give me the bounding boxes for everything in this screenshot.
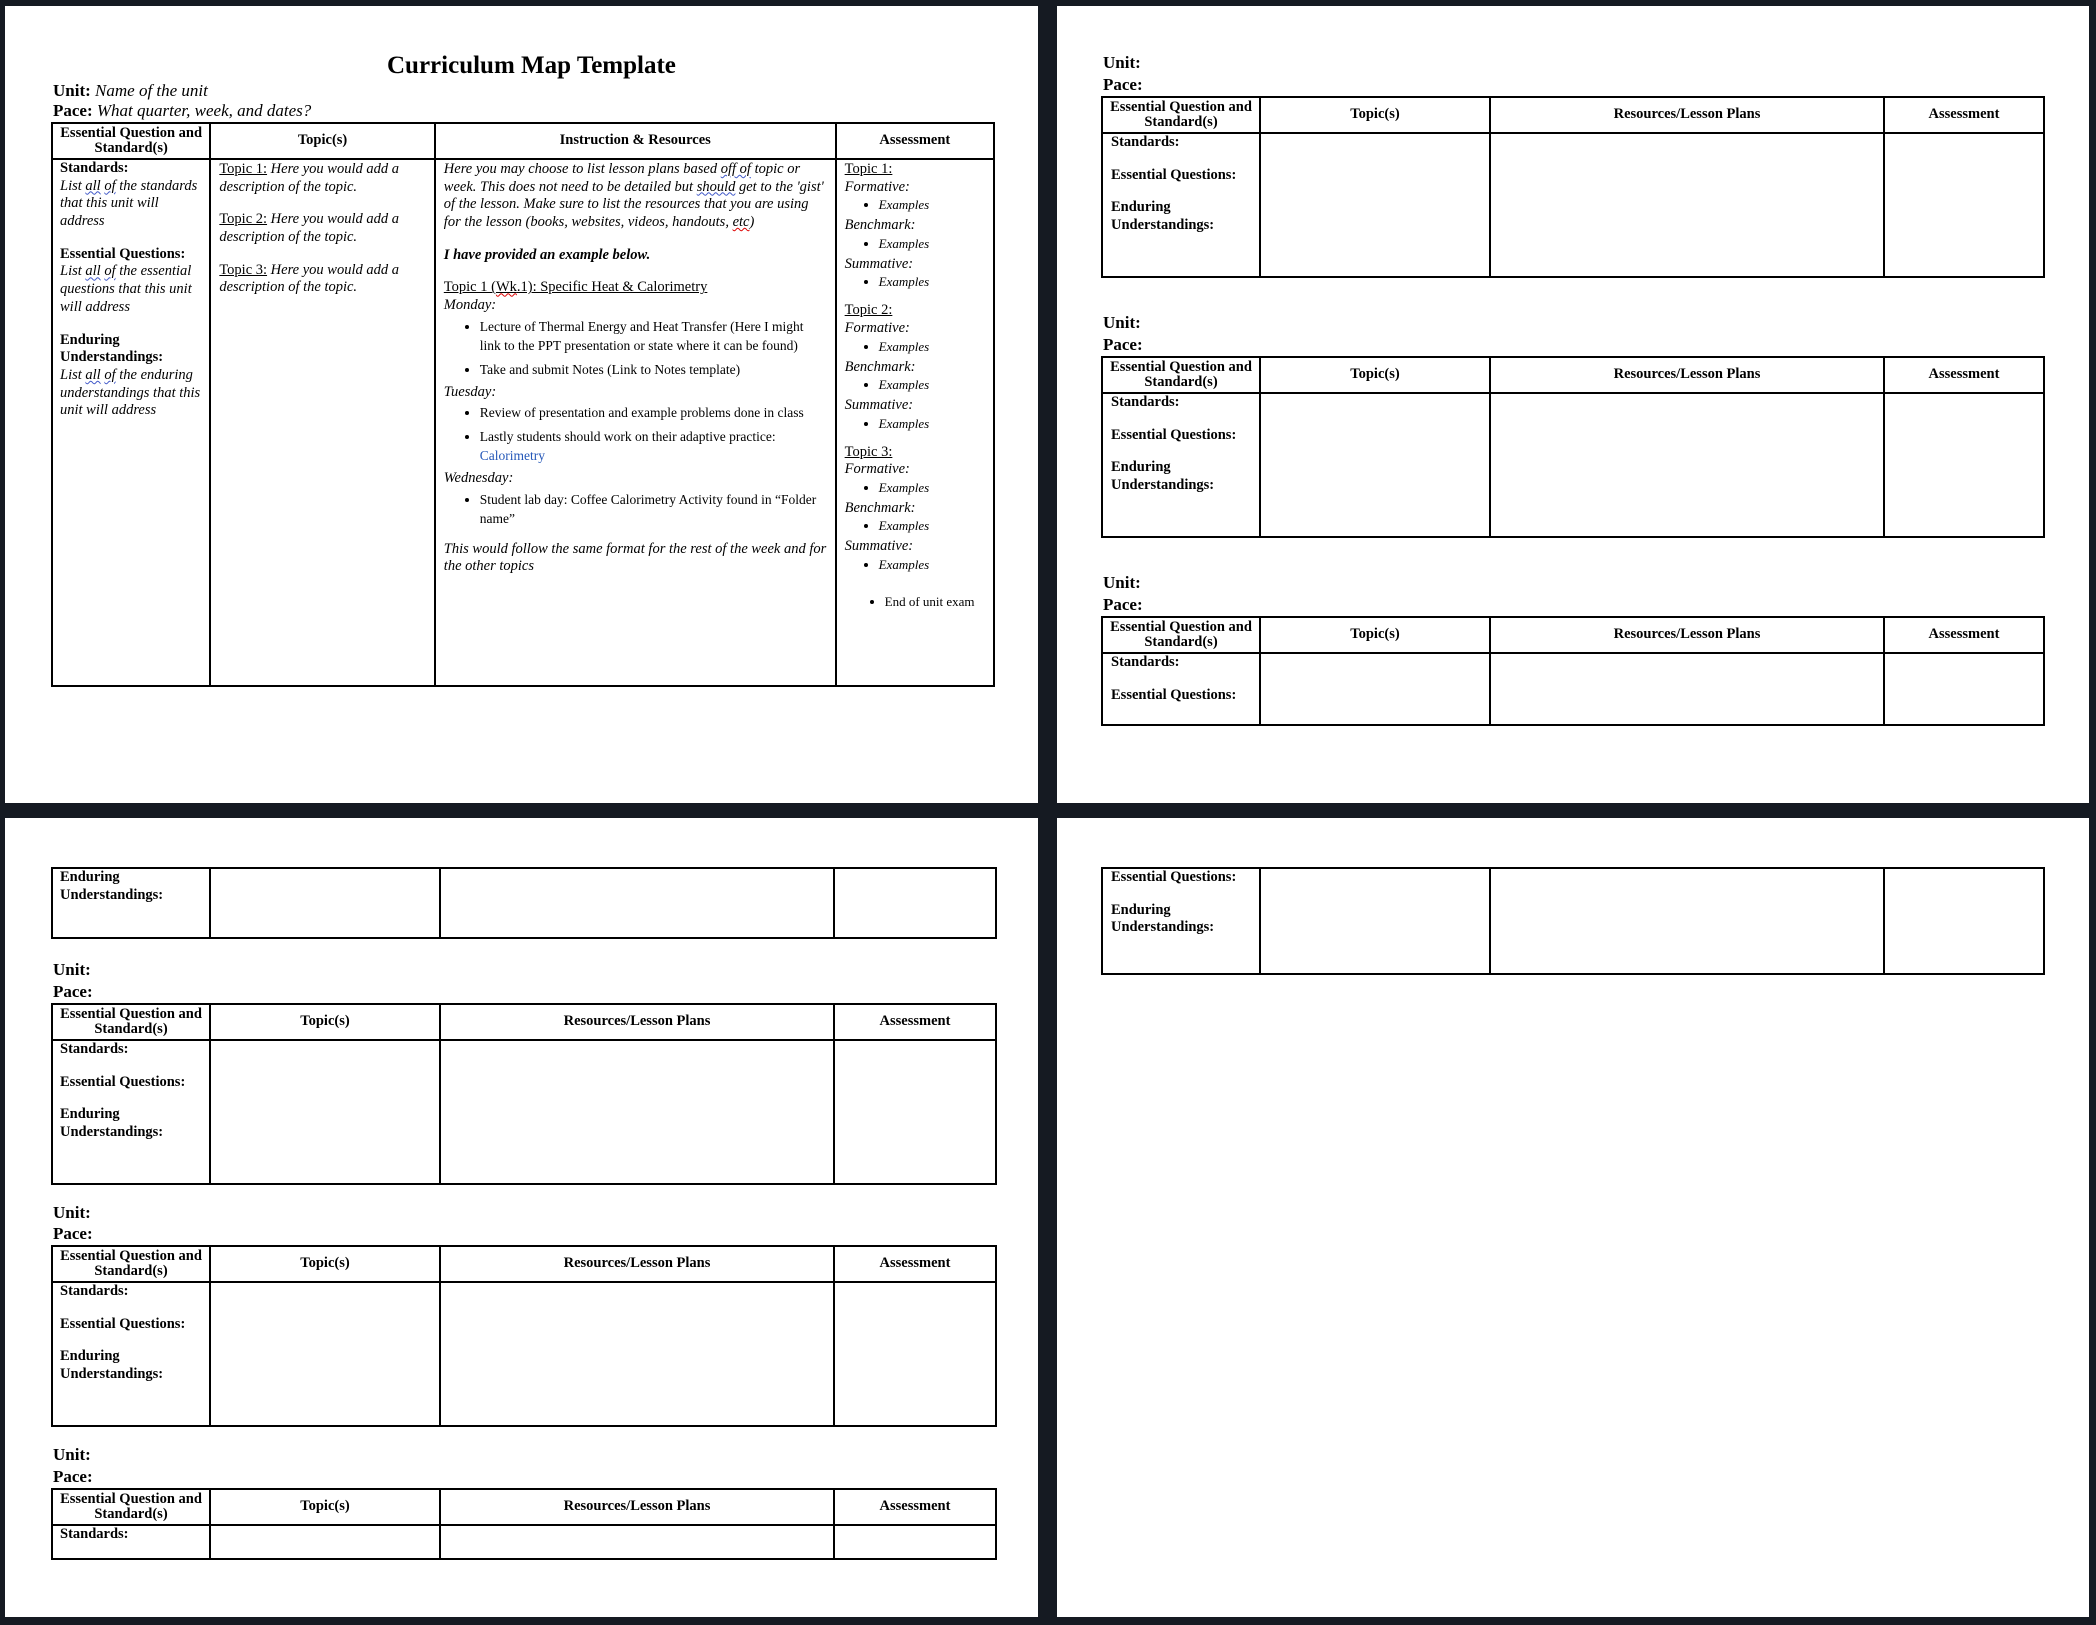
cell-topics bbox=[210, 159, 434, 686]
table-body-row: Standards: Essential Questions: Enduring Understandings: bbox=[1102, 393, 2044, 537]
wednesday-label: Wednesday: bbox=[443, 469, 514, 486]
document-page-1 bbox=[5, 6, 1038, 803]
calorimetry-link[interactable]: Calorimetry bbox=[479, 448, 546, 464]
example-note: I have provided an example below. bbox=[443, 246, 651, 263]
document-page-4 bbox=[1057, 818, 2089, 1617]
assessment-topic-3: Topic 3: Formative: • Examples Benchmark: • Examples Summative: • Examples bbox=[845, 444, 985, 575]
essential-questions-description: List all of the essential questions that this unit will address bbox=[60, 263, 192, 315]
pace-field: Pace: bbox=[1103, 335, 1143, 354]
unit-field: Unit: bbox=[1103, 573, 1141, 592]
pace-label: Pace: bbox=[53, 101, 93, 120]
list-item: • Review of presentation and example problems done in class bbox=[480, 403, 827, 423]
cell-instruction bbox=[435, 159, 836, 686]
standards-label: Standards: bbox=[60, 160, 129, 176]
header-assessment: Assessment bbox=[836, 123, 994, 159]
pace-field bbox=[53, 102, 311, 121]
cell-assessment bbox=[836, 159, 994, 686]
final-exam: • End of unit exam bbox=[845, 592, 985, 613]
tuesday-list bbox=[444, 403, 827, 466]
standards-description: List all of the standards that this unit will address bbox=[60, 177, 198, 230]
list-item: • Lecture of Thermal Energy and Heat Transfer (Here I might link to the PPT presentation or state where it can be found) bbox=[480, 317, 827, 356]
header-topics: Topic(s) bbox=[210, 123, 434, 159]
monday-label: Monday: bbox=[443, 297, 497, 314]
curriculum-table-main bbox=[51, 122, 995, 687]
assessment-topic-2: Topic 2: Formative: • Examples Benchmark: • Examples Summative: • Examples bbox=[845, 302, 985, 433]
table-body-row: Standards: Essential Questions: Enduring Understandings: bbox=[1102, 133, 2044, 277]
curriculum-table-continued bbox=[1101, 867, 2045, 975]
instruction-intro: Here you may choose to list lesson plans based off of topic or week. This does not need to be detailed but should get to the 'gist' of the lesson. Make sure to list the resources that you are using for the lesson (books, websites, videos, handouts, etc) bbox=[443, 161, 824, 231]
enduring-label-2: Understandings: bbox=[60, 349, 164, 366]
unit-field: Unit: bbox=[53, 1203, 91, 1222]
table-header-row: Essential Question and Standard(s) Topic(s) Resources/Lesson Plans Assessment bbox=[52, 1489, 996, 1525]
pace-field: Pace: bbox=[53, 1224, 93, 1243]
wednesday-list bbox=[444, 490, 827, 529]
essential-questions-label: Essential Questions: bbox=[60, 245, 186, 262]
table-body-row: Standards: bbox=[52, 1525, 996, 1559]
closing-note: This would follow the same format for the rest of the week and for the other topics bbox=[443, 540, 827, 575]
table-header-row: Essential Question and Standard(s) Topic(s) Resources/Lesson Plans Assessment bbox=[52, 1004, 996, 1040]
header-instruction: Instruction & Resources bbox=[435, 123, 836, 159]
table-body-row: Enduring Understandings: bbox=[52, 868, 996, 938]
tuesday-label: Tuesday: bbox=[443, 383, 497, 400]
unit-value: Name of the unit bbox=[95, 81, 208, 100]
unit-field: Unit: bbox=[1103, 313, 1141, 332]
curriculum-table-continued bbox=[51, 867, 997, 939]
header-essential-question: Essential Question and Standard(s) bbox=[52, 123, 210, 159]
curriculum-table bbox=[1101, 96, 2045, 278]
curriculum-table bbox=[51, 1488, 997, 1560]
list-item: • Student lab day: Coffee Calorimetry Activity found in “Folder name” bbox=[480, 490, 827, 529]
list-item: • Lastly students should work on their adaptive practice: Calorimetry bbox=[480, 427, 827, 466]
table-body-row: Standards: Essential Questions: Enduring Understandings: bbox=[52, 1282, 996, 1426]
table-header-row: Essential Question and Standard(s) Topic(s) Resources/Lesson Plans Assessment bbox=[1102, 617, 2044, 653]
document-title: Curriculum Map Template bbox=[387, 52, 676, 79]
topic-2: Topic 2: Here you would add a description of the topic. bbox=[219, 211, 400, 246]
pace-field: Pace: bbox=[1103, 75, 1143, 94]
enduring-label-1: Enduring bbox=[60, 331, 120, 348]
curriculum-table bbox=[1101, 356, 2045, 538]
table-body-row: Essential Questions: Enduring Understandings: bbox=[1102, 868, 2044, 974]
assessment-topic-1: Topic 1: Formative: • Examples Benchmark: • Examples Summative: • Examples bbox=[845, 161, 985, 292]
pace-field: Pace: bbox=[53, 982, 93, 1001]
example-topic-heading: Topic 1 (Wk.1): Specific Heat & Calorimetry bbox=[443, 279, 708, 296]
document-page-2 bbox=[1057, 6, 2089, 803]
table-body-row: Standards: Essential Questions: bbox=[1102, 653, 2044, 725]
document-page-3 bbox=[5, 818, 1038, 1617]
unit-field: Unit: bbox=[53, 960, 91, 979]
curriculum-table bbox=[1101, 616, 2045, 726]
cell-standards bbox=[52, 159, 210, 686]
unit-label: Unit: bbox=[53, 81, 91, 100]
curriculum-table bbox=[51, 1003, 997, 1185]
monday-list bbox=[444, 317, 827, 380]
table-header-row: Essential Question and Standard(s) Topic(s) Resources/Lesson Plans Assessment bbox=[1102, 97, 2044, 133]
table-header-row bbox=[52, 123, 994, 159]
pace-field: Pace: bbox=[53, 1467, 93, 1486]
unit-field bbox=[53, 82, 208, 101]
pace-field: Pace: bbox=[1103, 595, 1143, 614]
table-header-row: Essential Question and Standard(s) Topic(s) Resources/Lesson Plans Assessment bbox=[52, 1246, 996, 1282]
unit-field: Unit: bbox=[1103, 53, 1141, 72]
topic-3: Topic 3: Here you would add a description of the topic. bbox=[219, 261, 400, 296]
unit-field: Unit: bbox=[53, 1445, 91, 1464]
topic-1: Topic 1: Here you would add a description of the topic. bbox=[219, 161, 400, 195]
list-item: • Take and submit Notes (Link to Notes template) bbox=[480, 360, 827, 380]
pace-value: What quarter, week, and dates? bbox=[96, 101, 312, 120]
table-body-row bbox=[52, 159, 994, 686]
curriculum-table bbox=[51, 1245, 997, 1427]
table-body-row: Standards: Essential Questions: Enduring Understandings: bbox=[52, 1040, 996, 1184]
enduring-description: List all of the enduring understandings that this unit will address bbox=[60, 366, 201, 419]
table-header-row: Essential Question and Standard(s) Topic(s) Resources/Lesson Plans Assessment bbox=[1102, 357, 2044, 393]
